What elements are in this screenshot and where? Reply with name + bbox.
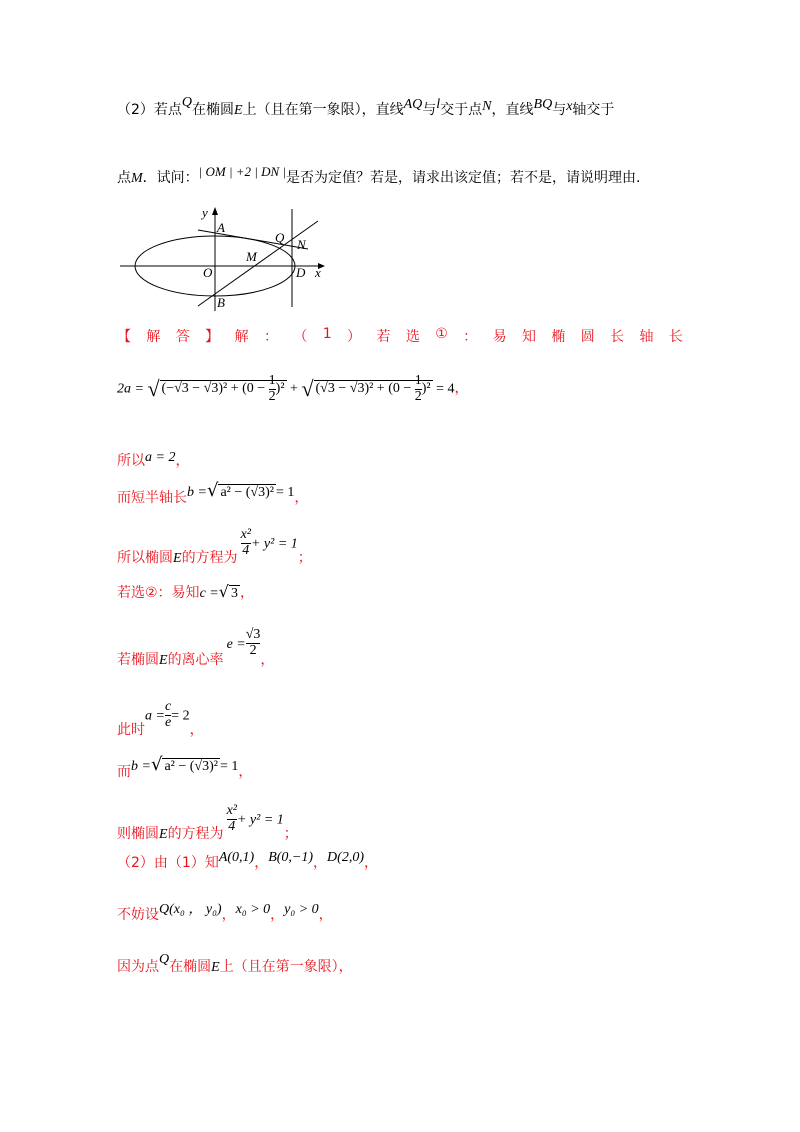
header-char: ：: [463, 329, 478, 345]
line-eccentricity: 若椭圆E的离心率e = $\frac{√3}{2}$ ，: [117, 627, 275, 668]
label-q: Q: [275, 230, 285, 245]
label-m: M: [246, 249, 257, 264]
line-ellipse-equation-2: 则椭圆E的方程为 $\frac{\text{x²}}{4}$ + y² = 1；: [117, 803, 298, 842]
q-line-l: l: [436, 97, 441, 112]
question-line-2: [117, 164, 641, 187]
label-y: y: [202, 205, 208, 220]
q-expression: | OM | +2 | DN |: [198, 164, 287, 179]
q-point-n: N: [482, 99, 492, 114]
eq-plus: +: [290, 381, 298, 397]
q-line-bq: BQ: [533, 97, 553, 112]
header-char: ）: [347, 329, 362, 345]
line-assume-q: 不妨设Q(x₀ ， y₀)，x₀ > 0，y₀ > 0，: [117, 902, 333, 923]
ellipse-figure: [118, 203, 338, 315]
q-text: 在椭圆: [192, 102, 235, 118]
eq-radical-2: (√3 − √3)² + (0 − $\frac{1}{2}$ )²: [315, 373, 431, 404]
q-text: 轴交于: [572, 102, 615, 118]
label-a: A: [217, 220, 225, 235]
line-part2-points: （2）由（1）知A(0,1)，B(0,−1)，D(2,0)，: [117, 850, 378, 871]
header-char: 】: [205, 329, 220, 345]
header-char: 选: [405, 329, 420, 345]
header-char: 知: [521, 329, 536, 345]
header-char: 长: [668, 329, 683, 345]
q-text: 与: [552, 102, 567, 118]
label-o: O: [203, 265, 213, 280]
label-d: D: [296, 265, 306, 280]
label-b: B: [217, 295, 225, 310]
q-text: 点: [117, 170, 131, 186]
line-c-equals-sqrt3: 若选②：易知c =√ 3 ，: [117, 582, 254, 601]
q-text: 交于点: [440, 102, 483, 118]
header-char: 轴: [639, 329, 654, 345]
header-char: 解: [146, 329, 161, 345]
header-char: 若: [376, 329, 391, 345]
eq-prefix: 2a =: [117, 381, 144, 397]
y-axis-arrow-icon: [212, 207, 218, 215]
eq-result: = 4: [436, 381, 455, 397]
q-point-m: M: [131, 171, 143, 186]
eq-radical-1: (−√3 − √3)² + (0 − $\frac{1}{2}$ )²: [161, 373, 285, 404]
q-text: 上（且在第一象限），直线: [242, 102, 404, 118]
line-b-equals-1: 而短半轴长b =√ a² − (√3)² = 1，: [117, 480, 309, 506]
q-text: （2）若点: [117, 102, 182, 118]
header-char: 【: [117, 329, 131, 345]
q-text: ，直线: [491, 102, 534, 118]
line-bq: [198, 221, 318, 306]
q-text: ．试问：: [142, 170, 199, 186]
header-char: 1: [322, 326, 332, 342]
header-char: ：: [263, 329, 278, 345]
header-char: 圆: [580, 329, 595, 345]
q-point-q: Q: [181, 95, 193, 110]
q-text: 与: [422, 102, 437, 118]
line-a-equals-2: 所以a = 2，: [117, 450, 190, 469]
q-ellipse-e: E: [234, 103, 243, 118]
header-char: 答: [175, 329, 190, 345]
line-ellipse-equation-1: 所以椭圆E的方程为 $\frac{\text{x²}}{4}$ + y² = 1；: [117, 527, 312, 566]
line-q-on-ellipse: 因为点Q在椭圆E上（且在第一象限），: [117, 952, 353, 975]
answer-header: [117, 326, 683, 346]
q-axis-x: x: [566, 99, 573, 114]
header-char: ①: [435, 326, 448, 342]
question-line-1: [117, 95, 615, 119]
line-a-from-ratio: 此时a = $\frac{c}{e}$ = 2，: [117, 699, 204, 738]
header-char: 易: [492, 329, 507, 345]
header-char: 长: [610, 329, 625, 345]
label-n: N: [297, 237, 306, 252]
q-line-aq: AQ: [403, 97, 423, 112]
header-char: 椭: [551, 329, 566, 345]
q-text: 是否为定值？若是，请求出该定值；若不是，请说明理由.: [286, 170, 641, 186]
label-x: x: [315, 265, 321, 280]
header-char: （: [293, 329, 308, 345]
equation-2a: 2a = √ (−√3 − √3)² + (0 − $\frac{1}{2}$ )² + √ (√3 − √3)² + (0 − $\frac{1}{2}$ )² = 4，: [117, 373, 469, 404]
header-char: 解: [234, 329, 249, 345]
line-b-equals-1-second: 而b =√ a² − (√3)² = 1，: [117, 754, 253, 780]
